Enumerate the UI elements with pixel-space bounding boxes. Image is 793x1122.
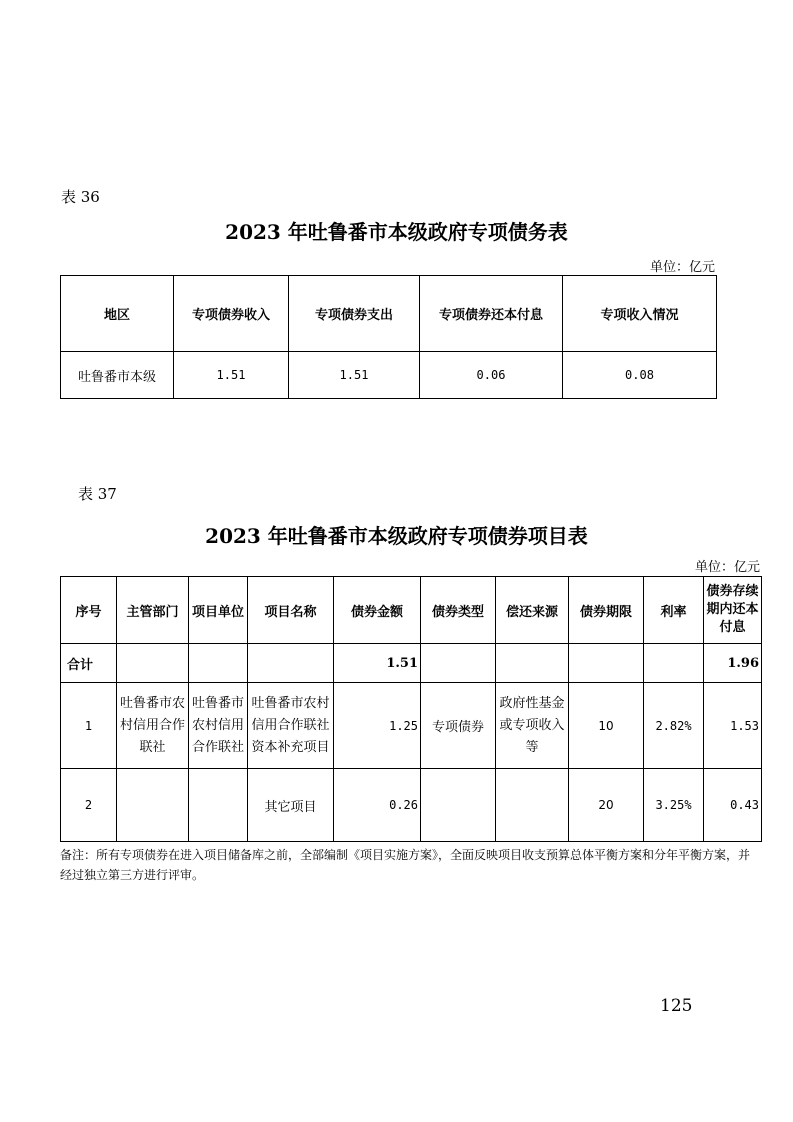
table36-cell: 1.51 — [174, 352, 289, 399]
rate-cell: 3.25% — [644, 769, 704, 842]
table37-header: 序号 — [61, 577, 117, 644]
table36 — [60, 275, 717, 399]
table37-header: 偿还来源 — [496, 577, 569, 644]
table-row — [61, 769, 762, 842]
table-row — [61, 352, 717, 399]
table-row — [61, 683, 762, 769]
unit-cell — [189, 769, 248, 842]
table37-header: 债券存续期内还本付息 — [704, 577, 762, 644]
repay-cell: 1.53 — [704, 683, 762, 769]
table37-header: 项目单位 — [189, 577, 248, 644]
amount-cell: 1.25 — [334, 683, 421, 769]
table36-title: 2023 年吐鲁番市本级政府专项债务表 — [225, 220, 568, 244]
table36-cell: 1.51 — [289, 352, 420, 399]
project-name-cell: 其它项目 — [248, 769, 334, 842]
repay-source-cell: 政府性基金或专项收入等 — [496, 683, 569, 769]
unit-cell: 吐鲁番市农村信用合作联社 — [189, 683, 248, 769]
row-index: 2 — [61, 769, 117, 842]
term-cell: 10 — [569, 683, 644, 769]
table37-header: 主管部门 — [117, 577, 189, 644]
amount-cell: 0.26 — [334, 769, 421, 842]
total-repay: 1.96 — [704, 644, 762, 683]
table37-label: 表 37 — [78, 485, 117, 503]
table37 — [60, 576, 762, 842]
table36-cell-region: 吐鲁番市本级 — [61, 352, 174, 399]
total-label: 合计 — [61, 644, 117, 683]
table36-header-row — [61, 276, 717, 352]
table36-header: 专项债券支出 — [289, 276, 420, 352]
table36-unit: 单位：亿元 — [649, 260, 715, 275]
table36-header: 地区 — [61, 276, 174, 352]
table37-header: 债券类型 — [421, 577, 496, 644]
total-amount: 1.51 — [334, 644, 421, 683]
table36-header: 专项收入情况 — [563, 276, 717, 352]
table37-unit: 单位：亿元 — [694, 560, 760, 575]
page-number: 125 — [660, 996, 693, 1016]
dept-cell: 吐鲁番市农村信用合作联社 — [117, 683, 189, 769]
table37-header: 债券金额 — [334, 577, 421, 644]
repay-source-cell — [496, 769, 569, 842]
table37-note: 备注：所有专项债券在进入项目储备库之前，全部编制《项目实施方案》，全面反映项目收支预算总体平衡方案和分年平衡方案，并经过独立第三方进行评审。 — [60, 848, 751, 882]
table37-header: 债券期限 — [569, 577, 644, 644]
project-name-cell: 吐鲁番市农村信用合作联社资本补充项目 — [248, 683, 334, 769]
table37-header-row — [61, 577, 762, 644]
table37-header: 项目名称 — [248, 577, 334, 644]
table36-cell: 0.08 — [563, 352, 717, 399]
repay-cell: 0.43 — [704, 769, 762, 842]
table36-cell: 0.06 — [420, 352, 563, 399]
table36-header: 专项债券还本付息 — [420, 276, 563, 352]
row-index: 1 — [61, 683, 117, 769]
term-cell: 20 — [569, 769, 644, 842]
table37-title: 2023 年吐鲁番市本级政府专项债券项目表 — [205, 524, 588, 548]
table36-label: 表 36 — [61, 188, 100, 206]
bond-type-cell — [421, 769, 496, 842]
table37-header: 利率 — [644, 577, 704, 644]
table37-total-row — [61, 644, 762, 683]
bond-type-cell: 专项债券 — [421, 683, 496, 769]
dept-cell — [117, 769, 189, 842]
table36-header: 专项债券收入 — [174, 276, 289, 352]
rate-cell: 2.82% — [644, 683, 704, 769]
